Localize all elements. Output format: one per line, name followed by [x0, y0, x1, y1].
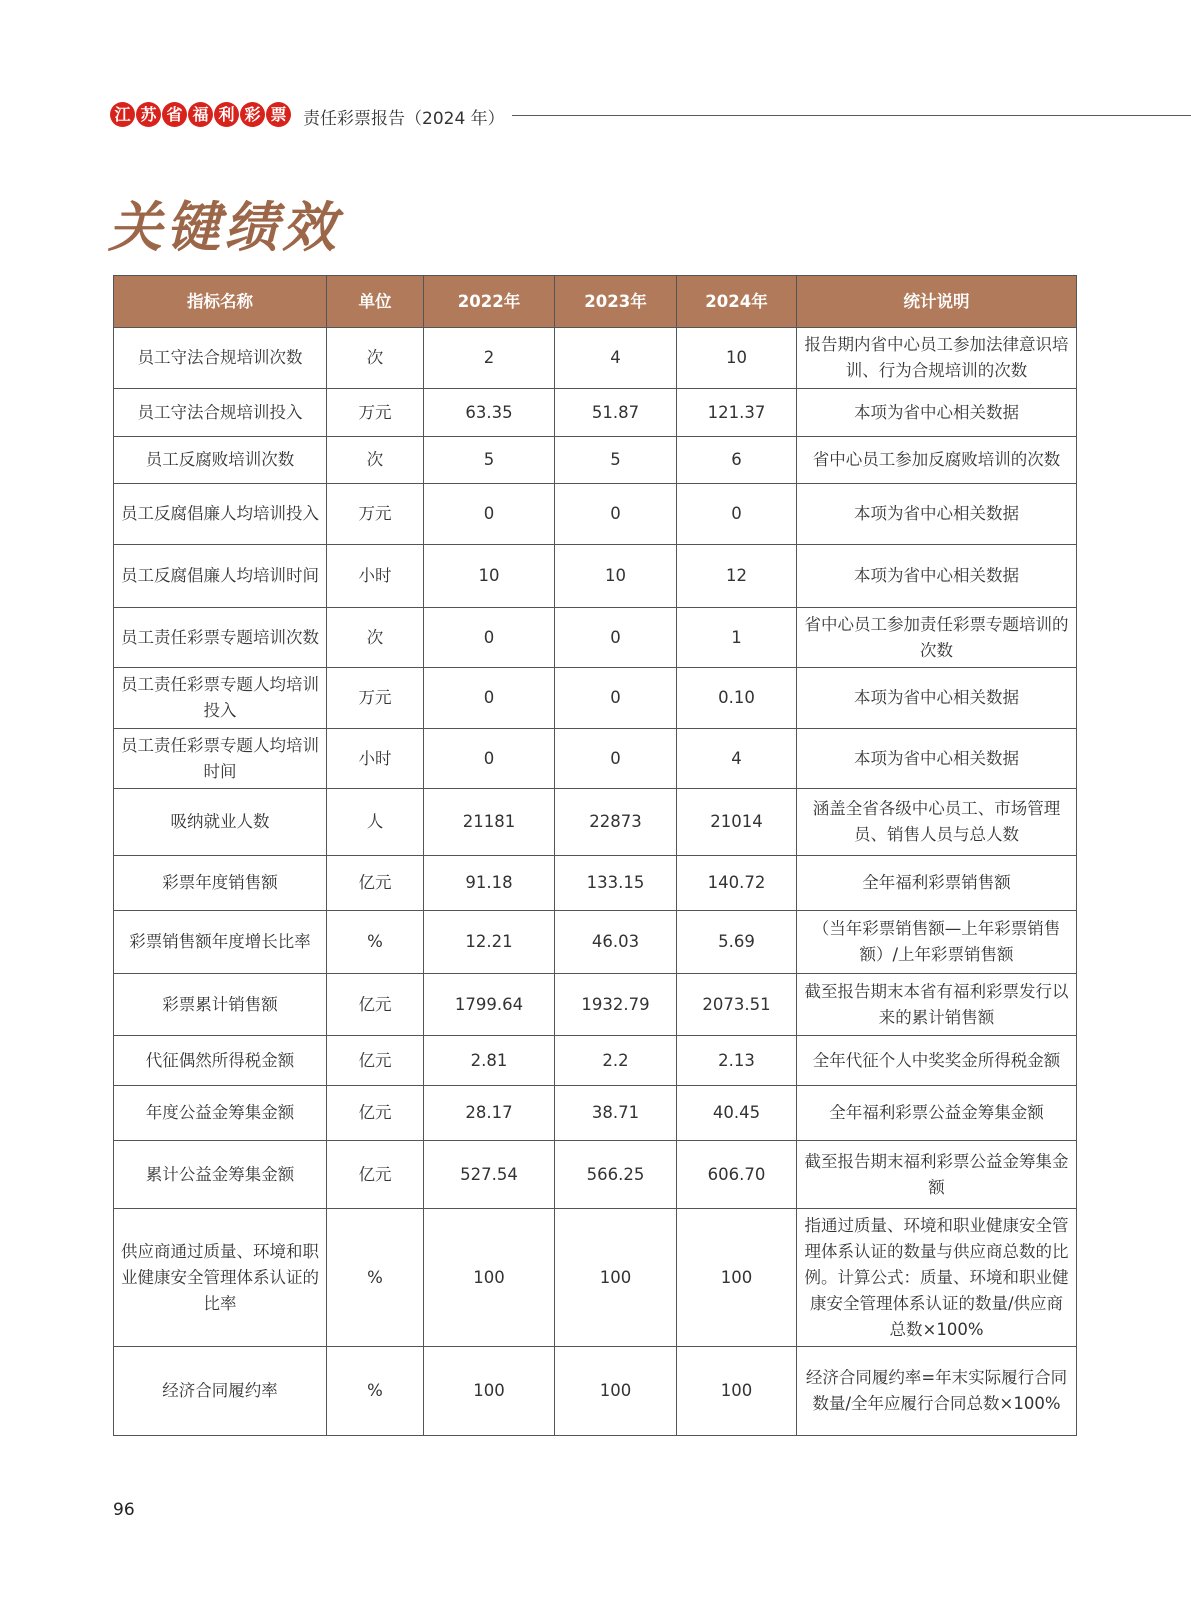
kpi-table — [113, 275, 1077, 1436]
value-2023-cell: 100 — [555, 1209, 677, 1347]
value-2022-cell: 1799.64 — [424, 974, 555, 1036]
value-2024-cell: 121.37 — [677, 389, 797, 437]
unit-cell: 亿元 — [327, 1086, 424, 1141]
value-2024-cell: 2073.51 — [677, 974, 797, 1036]
column-header: 统计说明 — [797, 276, 1077, 328]
brand-char: 省 — [162, 102, 187, 127]
unit-cell: 亿元 — [327, 974, 424, 1036]
value-2023-cell: 4 — [555, 328, 677, 389]
column-header: 2023年 — [555, 276, 677, 328]
value-2023-cell: 0 — [555, 729, 677, 789]
value-2023-cell: 46.03 — [555, 911, 677, 974]
value-2022-cell: 0 — [424, 668, 555, 729]
brand-char: 票 — [266, 102, 291, 127]
value-2022-cell: 527.54 — [424, 1141, 555, 1209]
column-header: 指标名称 — [114, 276, 327, 328]
table-row — [114, 729, 1077, 789]
statistics-note-cell: 本项为省中心相关数据 — [797, 484, 1077, 545]
table-header — [114, 276, 1077, 328]
column-header: 2024年 — [677, 276, 797, 328]
table-row — [114, 1209, 1077, 1347]
indicator-name-cell: 员工责任彩票专题人均培训投入 — [114, 668, 327, 729]
statistics-note-cell: 本项为省中心相关数据 — [797, 668, 1077, 729]
unit-cell: 次 — [327, 437, 424, 484]
brand-char: 苏 — [136, 102, 161, 127]
value-2022-cell: 100 — [424, 1209, 555, 1347]
value-2024-cell: 10 — [677, 328, 797, 389]
value-2023-cell: 566.25 — [555, 1141, 677, 1209]
value-2022-cell: 10 — [424, 545, 555, 608]
value-2024-cell: 6 — [677, 437, 797, 484]
indicator-name-cell: 累计公益金筹集金额 — [114, 1141, 327, 1209]
value-2022-cell: 21181 — [424, 789, 555, 856]
indicator-name-cell: 员工反腐败培训次数 — [114, 437, 327, 484]
page-number: 96 — [113, 1500, 135, 1520]
table-body — [114, 328, 1077, 1436]
value-2022-cell: 0 — [424, 729, 555, 789]
unit-cell: 万元 — [327, 668, 424, 729]
statistics-note-cell: 截至报告期末福利彩票公益金筹集金额 — [797, 1141, 1077, 1209]
statistics-note-cell: 指通过质量、环境和职业健康安全管理体系认证的数量与供应商总数的比例。计算公式：质量、环境和职业健康安全管理体系认证的数量/供应商总数×100% — [797, 1209, 1077, 1347]
statistics-note-cell: 全年代征个人中奖奖金所得税金额 — [797, 1036, 1077, 1086]
value-2023-cell: 51.87 — [555, 389, 677, 437]
table-row — [114, 608, 1077, 668]
value-2024-cell: 100 — [677, 1209, 797, 1347]
value-2023-cell: 0 — [555, 668, 677, 729]
indicator-name-cell: 彩票累计销售额 — [114, 974, 327, 1036]
brand-logo — [110, 102, 292, 127]
value-2024-cell: 40.45 — [677, 1086, 797, 1141]
value-2022-cell: 12.21 — [424, 911, 555, 974]
report-title: 责任彩票报告（2024 年） — [303, 109, 505, 129]
value-2024-cell: 4 — [677, 729, 797, 789]
statistics-note-cell: 省中心员工参加反腐败培训的次数 — [797, 437, 1077, 484]
brand-char: 彩 — [240, 102, 265, 127]
statistics-note-cell: 报告期内省中心员工参加法律意识培训、行为合规培训的次数 — [797, 328, 1077, 389]
table-row — [114, 911, 1077, 974]
statistics-note-cell: 经济合同履约率=年末实际履行合同数量/全年应履行合同总数×100% — [797, 1347, 1077, 1436]
value-2023-cell: 2.2 — [555, 1036, 677, 1086]
value-2023-cell: 0 — [555, 608, 677, 668]
brand-char: 江 — [110, 102, 135, 127]
value-2023-cell: 133.15 — [555, 856, 677, 911]
statistics-note-cell: 省中心员工参加责任彩票专题培训的次数 — [797, 608, 1077, 668]
statistics-note-cell: 全年福利彩票公益金筹集金额 — [797, 1086, 1077, 1141]
unit-cell: 万元 — [327, 484, 424, 545]
value-2022-cell: 2.81 — [424, 1036, 555, 1086]
table-row — [114, 1141, 1077, 1209]
unit-cell: 万元 — [327, 389, 424, 437]
unit-cell: % — [327, 1347, 424, 1436]
unit-cell: 小时 — [327, 545, 424, 608]
table-row — [114, 668, 1077, 729]
table-header-row — [114, 276, 1077, 328]
statistics-note-cell: 本项为省中心相关数据 — [797, 729, 1077, 789]
value-2023-cell: 100 — [555, 1347, 677, 1436]
table-row — [114, 1036, 1077, 1086]
value-2022-cell: 2 — [424, 328, 555, 389]
brand-char: 福 — [188, 102, 213, 127]
value-2024-cell: 2.13 — [677, 1036, 797, 1086]
value-2022-cell: 63.35 — [424, 389, 555, 437]
value-2023-cell: 22873 — [555, 789, 677, 856]
indicator-name-cell: 员工守法合规培训投入 — [114, 389, 327, 437]
value-2022-cell: 5 — [424, 437, 555, 484]
statistics-note-cell: 本项为省中心相关数据 — [797, 545, 1077, 608]
header-divider — [512, 115, 1191, 116]
table-row — [114, 484, 1077, 545]
value-2024-cell: 100 — [677, 1347, 797, 1436]
value-2024-cell: 5.69 — [677, 911, 797, 974]
table-row — [114, 1086, 1077, 1141]
value-2022-cell: 91.18 — [424, 856, 555, 911]
indicator-name-cell: 员工守法合规培训次数 — [114, 328, 327, 389]
value-2022-cell: 28.17 — [424, 1086, 555, 1141]
value-2023-cell: 1932.79 — [555, 974, 677, 1036]
value-2024-cell: 606.70 — [677, 1141, 797, 1209]
indicator-name-cell: 代征偶然所得税金额 — [114, 1036, 327, 1086]
table-row — [114, 545, 1077, 608]
value-2024-cell: 0.10 — [677, 668, 797, 729]
page-header — [110, 100, 1191, 134]
column-header: 单位 — [327, 276, 424, 328]
unit-cell: 次 — [327, 608, 424, 668]
statistics-note-cell: （当年彩票销售额—上年彩票销售额）/上年彩票销售额 — [797, 911, 1077, 974]
value-2023-cell: 5 — [555, 437, 677, 484]
value-2023-cell: 38.71 — [555, 1086, 677, 1141]
value-2024-cell: 1 — [677, 608, 797, 668]
unit-cell: 小时 — [327, 729, 424, 789]
unit-cell: 亿元 — [327, 1036, 424, 1086]
brand-char: 利 — [214, 102, 239, 127]
table-row — [114, 328, 1077, 389]
indicator-name-cell: 彩票年度销售额 — [114, 856, 327, 911]
unit-cell: 次 — [327, 328, 424, 389]
table-row — [114, 856, 1077, 911]
unit-cell: % — [327, 911, 424, 974]
value-2024-cell: 140.72 — [677, 856, 797, 911]
value-2023-cell: 0 — [555, 484, 677, 545]
table-row — [114, 974, 1077, 1036]
indicator-name-cell: 供应商通过质量、环境和职业健康安全管理体系认证的比率 — [114, 1209, 327, 1347]
value-2024-cell: 0 — [677, 484, 797, 545]
statistics-note-cell: 全年福利彩票销售额 — [797, 856, 1077, 911]
table-row — [114, 789, 1077, 856]
unit-cell: 人 — [327, 789, 424, 856]
indicator-name-cell: 年度公益金筹集金额 — [114, 1086, 327, 1141]
indicator-name-cell: 经济合同履约率 — [114, 1347, 327, 1436]
indicator-name-cell: 员工反腐倡廉人均培训时间 — [114, 545, 327, 608]
indicator-name-cell: 彩票销售额年度增长比率 — [114, 911, 327, 974]
unit-cell: % — [327, 1209, 424, 1347]
unit-cell: 亿元 — [327, 1141, 424, 1209]
table-row — [114, 1347, 1077, 1436]
value-2022-cell: 0 — [424, 484, 555, 545]
indicator-name-cell: 员工责任彩票专题培训次数 — [114, 608, 327, 668]
page-title: 关键绩效 — [108, 195, 340, 259]
statistics-note-cell: 本项为省中心相关数据 — [797, 389, 1077, 437]
statistics-note-cell: 涵盖全省各级中心员工、市场管理员、销售人员与总人数 — [797, 789, 1077, 856]
table-row — [114, 437, 1077, 484]
value-2023-cell: 10 — [555, 545, 677, 608]
table-row — [114, 389, 1077, 437]
value-2024-cell: 21014 — [677, 789, 797, 856]
column-header: 2022年 — [424, 276, 555, 328]
indicator-name-cell: 员工责任彩票专题人均培训时间 — [114, 729, 327, 789]
value-2024-cell: 12 — [677, 545, 797, 608]
value-2022-cell: 100 — [424, 1347, 555, 1436]
unit-cell: 亿元 — [327, 856, 424, 911]
value-2022-cell: 0 — [424, 608, 555, 668]
statistics-note-cell: 截至报告期末本省有福利彩票发行以来的累计销售额 — [797, 974, 1077, 1036]
indicator-name-cell: 员工反腐倡廉人均培训投入 — [114, 484, 327, 545]
indicator-name-cell: 吸纳就业人数 — [114, 789, 327, 856]
